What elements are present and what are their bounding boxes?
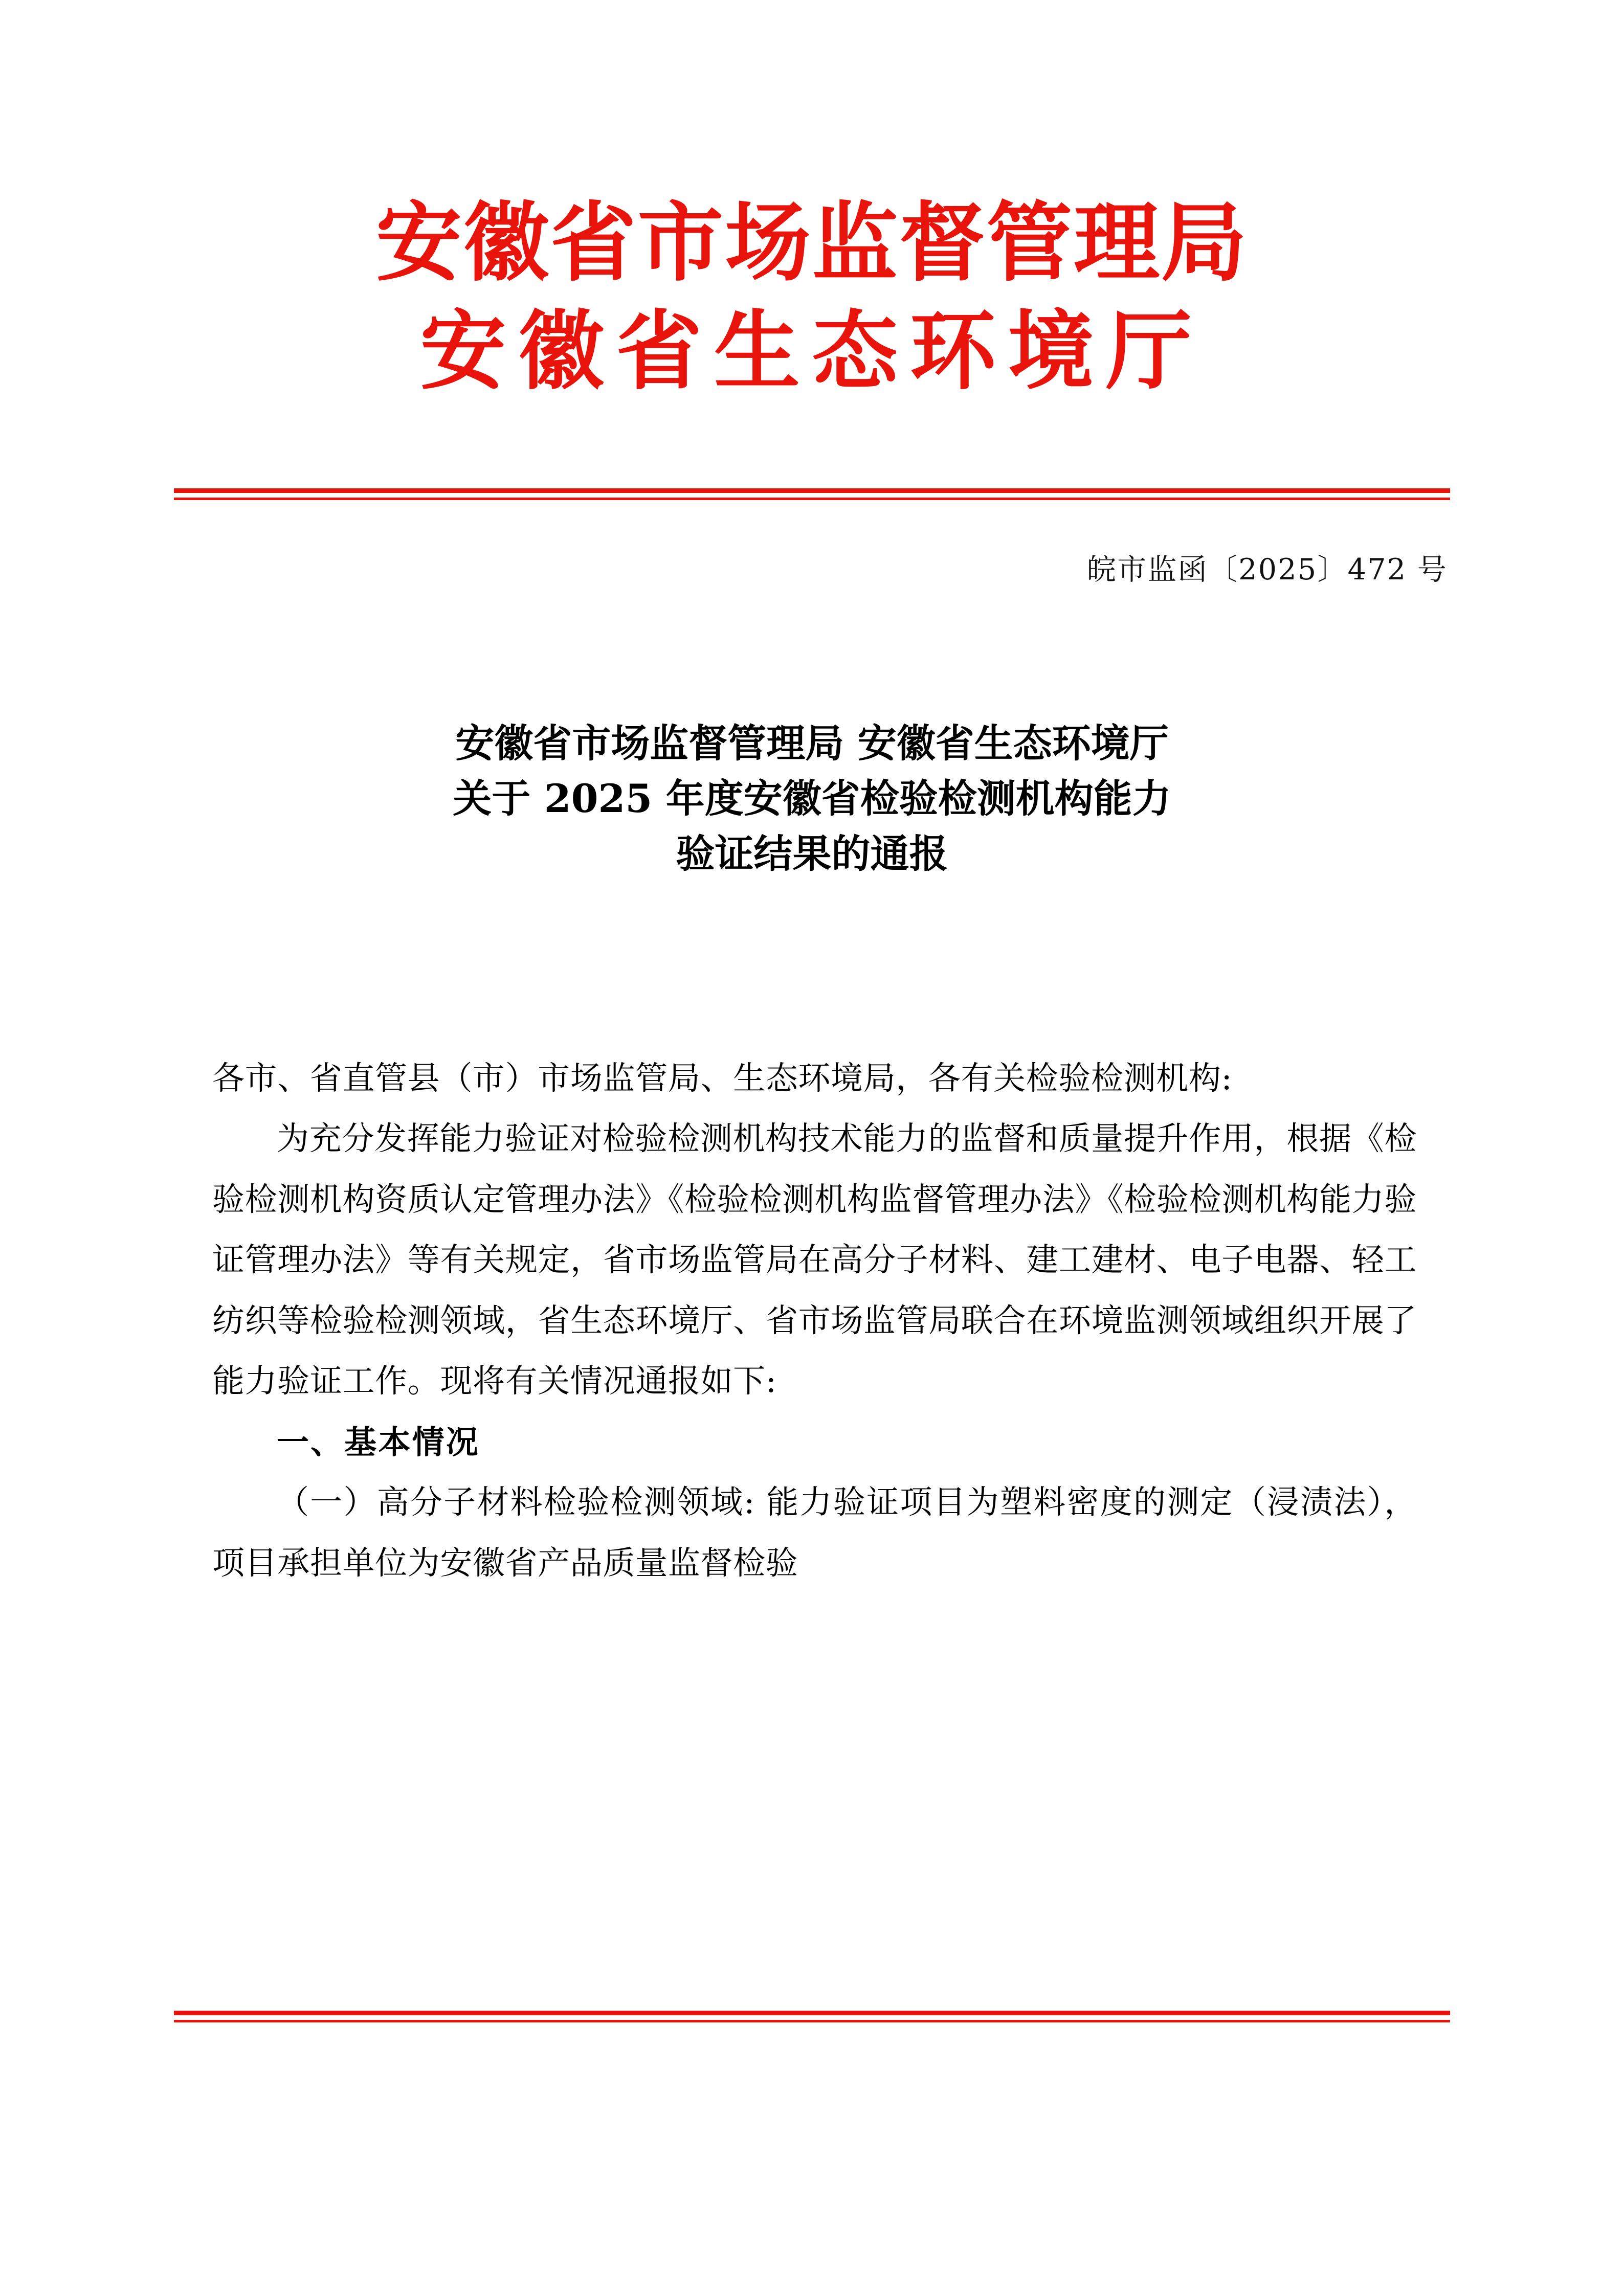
footer-red-rule xyxy=(174,2011,1450,2022)
footer-rule-gap xyxy=(174,2015,1450,2020)
header-rule-gap xyxy=(174,493,1450,498)
page-title-line-1: 安徽省市场监督管理局 安徽省生态环境厅 xyxy=(455,721,1169,766)
footer-rule-thick xyxy=(174,2011,1450,2015)
section-heading-1: 一、基本情况 xyxy=(277,1423,480,1461)
paragraph-salutation: 各市、省直管县（市）市场监管局、生态环境局，各有关检验检测机构: xyxy=(212,1060,1233,1097)
page-title xyxy=(215,716,1409,882)
header-rule-thin xyxy=(174,498,1450,500)
document-number: 皖市监函〔2025〕472 号 xyxy=(1086,553,1448,587)
page-title-line-3: 验证结果的通报 xyxy=(676,830,948,876)
header-rule-thick xyxy=(174,488,1450,493)
masthead-line-1: 安徽省市场监督管理局 xyxy=(375,192,1249,293)
masthead xyxy=(0,192,1624,402)
page-title-line-2: 关于 2025 年度安徽省检验检测机构能力 xyxy=(453,775,1171,821)
paragraph-intro: 为充分发挥能力验证对检验检测机构技术能力的监督和质量提升作用，根据《检验检测机构资质认定管理办法》《检验检测机构监督管理办法》《检验检测机构能力验证管理办法》等有关规定，省市场监管局在高分子材料、建工建材、电子电器、轻工纺织等检验检测领域，省生态环境厅、省市场监管局联合在环境监测领域组织开展了能力验证工作。现将有关情况通报如下: xyxy=(212,1120,1417,1400)
footer-rule-thin xyxy=(174,2020,1450,2022)
header-red-rule xyxy=(174,488,1450,500)
masthead-line-2: 安徽省生态环境厅 xyxy=(420,300,1204,402)
paragraph-section-1-1: （一）高分子材料检验检测领域: 能力验证项目为塑料密度的测定（浸渍法），项目承担单位为安徽省产品质量监督检验 xyxy=(212,1483,1417,1582)
document-body xyxy=(212,1048,1417,1593)
